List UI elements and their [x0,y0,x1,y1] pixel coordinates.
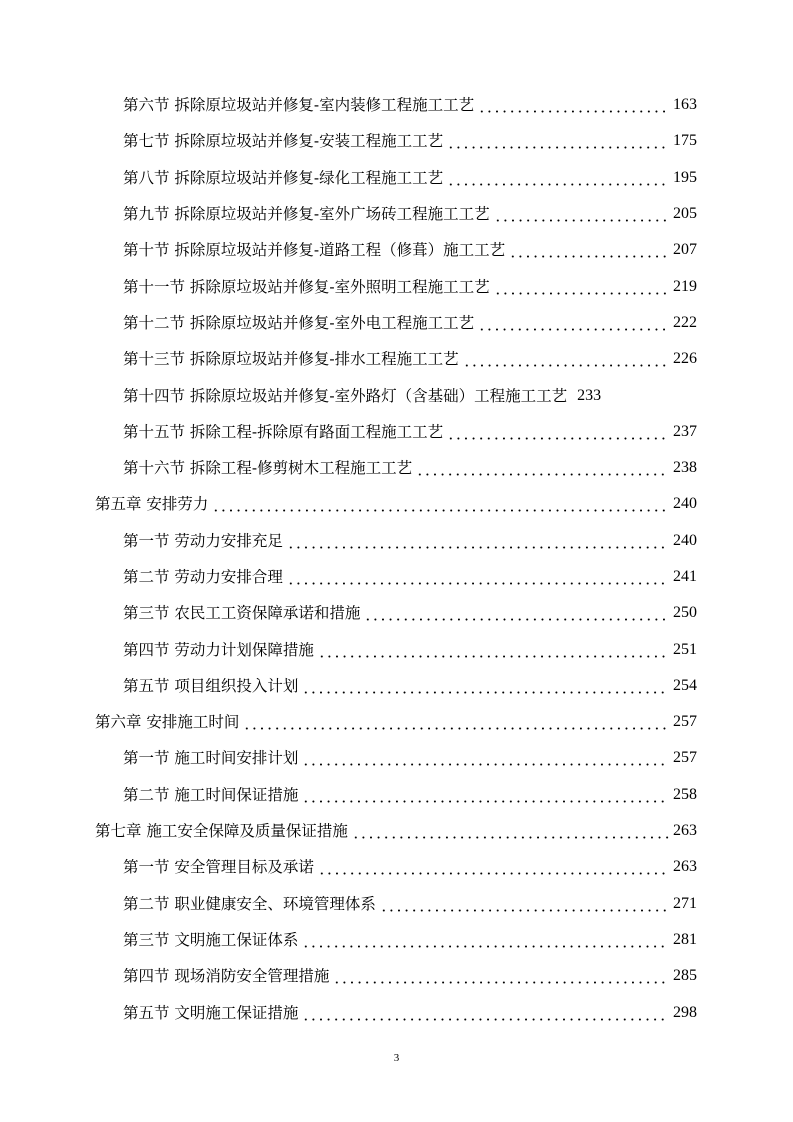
toc-entry-title: 第十节 拆除原垃圾站并修复-道路工程（修葺）施工工艺 [123,241,506,260]
toc-section-entry[interactable] [0,886,793,922]
toc-page-number: 241 [673,568,697,585]
toc-page-number: 219 [673,277,697,295]
toc-section-entry[interactable] [0,268,793,304]
toc-page-number: 254 [673,676,697,694]
toc-section-entry[interactable] [0,377,793,413]
toc-page-number: 207 [673,241,697,259]
toc-dot-leader [318,857,669,877]
toc-page-number: 251 [673,640,697,658]
toc-section-entry[interactable] [0,232,793,268]
toc-entry-title: 第十二节 拆除原垃圾站并修复-室外电工程施工工艺 [123,313,475,332]
toc-entry-title: 第七节 拆除原垃圾站并修复-安装工程施工工艺 [123,132,444,151]
toc-dot-leader [463,349,669,369]
toc-section-entry[interactable] [0,341,793,377]
toc-dot-leader [302,785,669,805]
toc-dot-leader [302,930,669,950]
toc-page-number: 233 [577,386,602,404]
toc-page-number: 226 [673,350,697,368]
toc-section-entry[interactable] [0,777,793,813]
toc-entry-title: 第二节 劳动力安排合理 [123,568,283,586]
toc-dot-leader [302,676,669,696]
toc-entry-title: 第四节 劳动力计划保障措施 [123,640,314,659]
toc-entry-title: 第一节 施工时间安排计划 [123,749,299,768]
toc-entry-title: 第五节 项目组织投入计划 [123,676,299,695]
toc-section-entry[interactable] [0,631,793,667]
toc-page-number: 250 [673,604,697,622]
toc-section-entry[interactable] [0,994,793,1030]
toc-entry-title: 第五节 文明施工保证措施 [123,1003,299,1022]
toc-entry-title: 第一节 安全管理目标及承诺 [123,858,314,877]
toc-dot-leader [302,1003,669,1023]
toc-page-number: 263 [673,822,697,840]
toc-dot-leader [478,95,669,115]
toc-page-number: 298 [673,1003,697,1021]
toc-dot-leader [571,386,573,406]
toc-dot-leader [416,458,669,478]
toc-entry-title: 第十四节 拆除原垃圾站并修复-室外路灯（含基础）工程施工工艺 [123,386,568,405]
toc-section-entry[interactable] [0,523,793,559]
toc-dot-leader [302,748,669,768]
toc-entry-title: 第一节 劳动力安排充足 [123,531,283,550]
toc-section-entry[interactable] [0,958,793,994]
toc-dot-leader [333,966,669,986]
toc-dot-leader [318,640,669,660]
toc-page-number: 237 [673,422,697,440]
toc-section-entry[interactable] [0,87,793,123]
page-number-footer: 3 [393,1052,400,1064]
toc-entry-title: 第十五节 拆除工程-拆除原有路面工程施工工艺 [123,422,444,441]
toc-section-entry[interactable] [0,740,793,776]
toc-dot-leader [243,712,669,732]
toc-entry-title: 第十一节 拆除原垃圾站并修复-室外照明工程施工工艺 [123,277,490,296]
toc-page-number: 263 [673,858,697,876]
toc-entry-title: 第七章 施工安全保障及质量保证措施 [95,822,348,841]
toc-page-number: 222 [673,313,697,331]
toc-section-entry[interactable] [0,559,793,595]
toc-dot-leader [352,821,669,841]
toc-chapter-entry[interactable] [0,813,793,849]
toc-page-number: 281 [673,930,697,948]
toc-page-number: 258 [673,785,697,803]
toc-dot-leader [447,168,669,188]
toc-section-entry[interactable] [0,450,793,486]
toc-entry-title: 第十三节 拆除原垃圾站并修复-排水工程施工工艺 [123,350,459,369]
toc-page-number: 163 [673,96,697,114]
toc-dot-leader [478,313,669,333]
toc-section-entry[interactable] [0,414,793,450]
toc-section-entry[interactable] [0,922,793,958]
toc-page-number: 175 [673,132,697,150]
toc-dot-leader [287,567,669,587]
toc-chapter-entry[interactable] [0,486,793,522]
toc-page-number: 285 [673,967,697,985]
toc-entry-title: 第二节 职业健康安全、环境管理体系 [123,894,376,913]
toc-section-entry[interactable] [0,849,793,885]
toc-section-entry[interactable] [0,305,793,341]
toc-entry-title: 第十六节 拆除工程-修剪树木工程施工工艺 [123,459,413,478]
toc-page-number: 195 [673,168,697,186]
toc-section-entry[interactable] [0,595,793,631]
toc-entry-title: 第六节 拆除原垃圾站并修复-室内装修工程施工工艺 [123,96,475,115]
toc-page-number: 257 [673,713,697,731]
toc-entry-title: 第八节 拆除原垃圾站并修复-绿化工程施工工艺 [123,168,444,187]
toc-entry-title: 第三节 文明施工保证体系 [123,930,299,949]
toc-dot-leader [494,204,669,224]
toc-dot-leader [287,531,669,551]
toc-page-number: 238 [673,459,697,477]
toc-dot-leader [447,422,669,442]
toc-entry-title: 第九节 拆除原垃圾站并修复-室外广场砖工程施工工艺 [123,205,490,224]
toc-dot-leader [380,894,669,914]
toc-page-number: 257 [673,749,697,767]
toc-entry-title: 第四节 现场消防安全管理措施 [123,967,330,986]
toc-dot-leader [364,603,669,623]
toc-section-entry[interactable] [0,123,793,159]
toc-section-entry[interactable] [0,668,793,704]
toc-page-number: 240 [673,531,697,549]
toc-page-number: 240 [673,495,697,513]
toc-dot-leader [212,494,669,514]
toc-entry-title: 第三节 农民工工资保障承诺和措施 [123,604,361,623]
toc-dot-leader [509,240,669,260]
toc-page-number: 271 [673,894,697,912]
toc-section-entry[interactable] [0,160,793,196]
toc-chapter-entry[interactable] [0,704,793,740]
toc-page-number: 205 [673,205,697,223]
toc-entry-title: 第五章 安排劳力 [95,495,209,514]
toc-dot-leader [447,131,669,151]
toc-section-entry[interactable] [0,196,793,232]
toc-entry-title: 第二节 施工时间保证措施 [123,785,299,804]
toc-dot-leader [494,277,669,297]
toc-entry-title: 第六章 安排施工时间 [95,713,240,732]
table-of-contents [0,87,793,1031]
